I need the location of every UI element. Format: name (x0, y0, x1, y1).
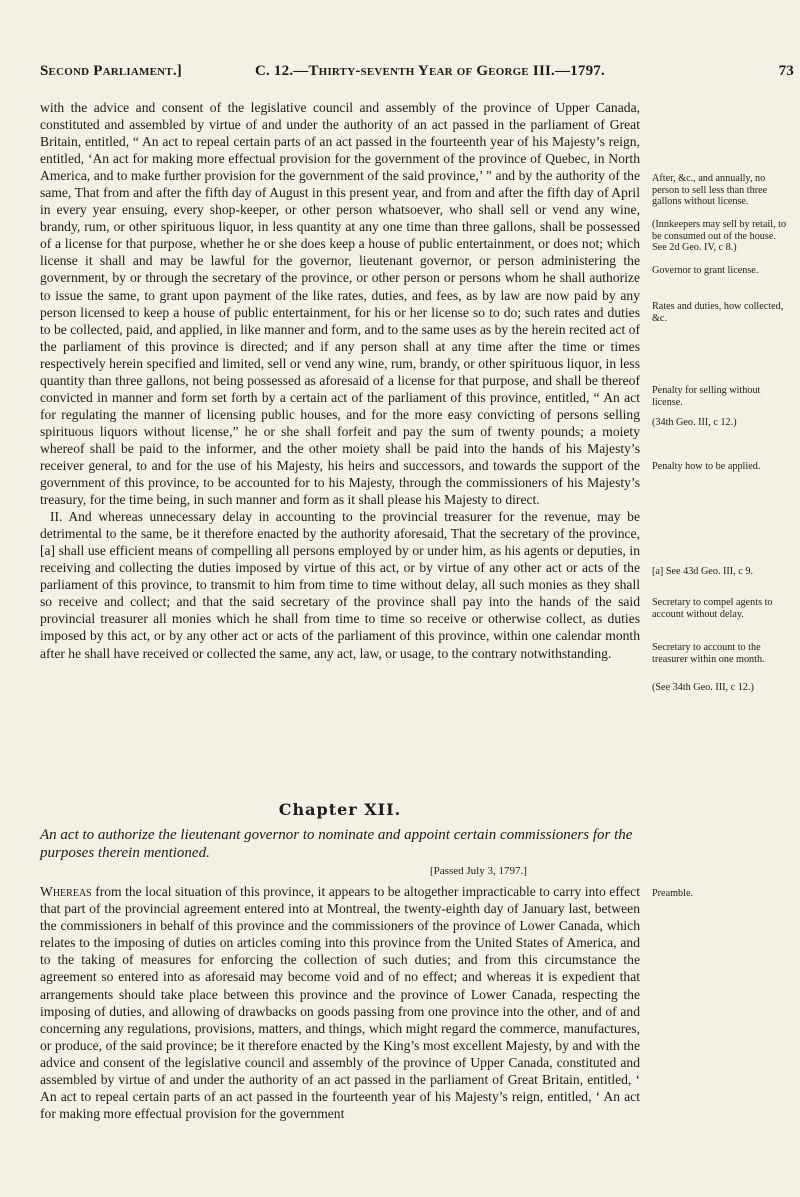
passed-date: [Passed July 3, 1797.] (430, 865, 527, 877)
margin-note-penalty-applied: Penalty how to be applied. (652, 461, 761, 472)
margin-note-ref-see-34th: (See 34th Geo. III, c 12.) (652, 682, 754, 693)
preamble-text (40, 883, 640, 1122)
preamble-body: from the local situation of this province, it appears to be altogether impracticable to carry into effect that part of the provincial agreement entered into at Montreal, the twenty-eighth day of January last, between the commissioners in behalf of this province and the commissioners of the province of Lower Canada, which relates to the imposing of duties on articles coming into this province from the United States of America, and to the taking of measures for enforcing the collection of such duties; and from this circumstance the agreement so entered into as aforesaid may become void and of no effect; and whereas it is expedient that arrangements should take place between this province and the province of Lower Canada, respecting the imposing of duties, and allowing of drawbacks on goods passing from one province into the other, and of and concerning any regulations, provisions, matters, and things, which might regard the commerce, manufactures, or produce, of the said province; be it therefore enacted by the King’s most excellent Majesty, by and with the advice and consent of the legislative council and assembly of the province of Upper Canada, constituted and assembled by virtue of and under the authority of an act passed in the parliament of Great Britain, entitled, ‘ An act to repeal certain parts of an act passed in the fourteenth year of his Majesty’s reign, entitled, ‘ An act for making more effectual provision for the government (40, 884, 640, 1122)
margin-note-rates: Rates and duties, how collected, &c. (652, 301, 784, 324)
margin-note-governor: Governor to grant license. (652, 265, 759, 276)
page-number: 73 (778, 63, 794, 79)
whereas-word: Whereas (40, 884, 92, 899)
chapter-heading: Chapter XII. (278, 800, 402, 819)
margin-note-preamble: Preamble. (652, 888, 694, 899)
header-chapter-title: C. 12.—Thirty-seventh Year of George III.—1797. (255, 63, 605, 79)
paragraph-1: with the advice and consent of the legislative council and assembly of the province of Upper Canada, constituted and assembled by virtue of and under the authority of an act passed in the parliament of Great Britain, entitled, “ An act to repeal certain parts of an act passed in the fourteenth year of his Majesty’s reign, entitled, ‘An act for making more effectual provision for the government of the province of Quebec, in North America, and to make further provision for the government of the said province,’ ” and by the authority of the same, That from and after the fifth day of August in this present year, and from and after the fifth day of April in every year ensuing, every shop-keeper, or other person whatsoever, who shall sell or vend any wine, brandy, rum, or other spirituous liquor, in less quantity at any one time than three gallons, shall be possessed of a license for that purpose, whether he or she does keep a house of public entertainment, or does not; which license it shall and may be lawful for the governor, lieutenant governor, or person administering the government, by or through the secretary of the province, or other person or persons whom he shall authorize to issue the same, to grant upon payment of the like rates, duties, and fees, as by law are now paid by any person licensed to keep a house of public entertainment, for his or her license so to do; such rates and duties to be collected, paid, and applied, in like manner and form, and to the same uses as by the herein recited act of the parliament of this province is directed; and if any person shall at any time after the time or times respectively herein specified and limited, sell or vend any wine, rum, brandy, or other spirituous liquor, in less quantity than three gallons, not being possessed as aforesaid of a license for that purpose, and shall be thereof convicted in manner and form set forth by a certain act of the parliament of this province, entitled, “ An act for regulating the manner of licensing public houses, and for the more easy convicting of persons selling spirituous liquors without license,” he or she shall forfeit and pay the sum of twenty pounds; a moiety whereof shall be paid to the informer, and the other moiety shall be paid into the hands of his Majesty’s receiver general, to and for the use of his Majesty, his heirs and successors, and towards the support of the government of this province, to be accounted for to his Majesty, through the commissioners of his Majesty’s treasury, for the time being, in such manner and form as it shall please his Majesty to direct. (40, 100, 640, 508)
margin-note-ref-34th: (34th Geo. III, c 12.) (652, 417, 737, 428)
act-title: An act to authorize the lieutenant governor to nominate and appoint certain commissioners for the purposes therein mentioned. (40, 827, 633, 861)
header-parliament: Second Parliament.] (40, 63, 182, 79)
margin-note-innkeepers: (Innkeepers may sell by retail, to be consumed out of the house. See 2d Geo. IV, c 8.) (652, 219, 787, 253)
margin-note-license: After, &c., and annually, no person to sell less than three gallons without license. (652, 173, 768, 207)
paragraph-2: II. And whereas unnecessary delay in accounting to the provincial treasurer for the revenue, may be detrimental to the same, be it therefore enacted by the authority aforesaid, That the secretary of the province, [a] shall use efficient means of compelling all persons employed by or under him, as his agents or deputies, in receiving and collecting the duties imposed by virtue of this act, or by virtue of any other act or acts of the parliament of this province, to transmit to him from time to time without delay, all such monies as they shall so receive and collect; and that the said secretary of the province shall pay into the hands of the said provincial treasurer all monies which he shall from time to time so receive or otherwise collect, as duties imposed by this act, or by any other act or acts of the parliament of this province, within one calendar month after he shall have received or collected the same, any act, law, or usage, to the contrary notwithstanding. (40, 509, 640, 661)
margin-note-ref-43d: [a] See 43d Geo. III, c 9. (652, 566, 753, 577)
main-text (40, 99, 640, 662)
margin-note-penalty: Penalty for selling without license. (652, 385, 761, 408)
margin-note-secretary-compel: Secretary to compel agents to account without delay. (652, 597, 773, 620)
running-header (40, 63, 794, 85)
margin-note-secretary-account: Secretary to account to the treasurer within one month. (652, 642, 765, 665)
